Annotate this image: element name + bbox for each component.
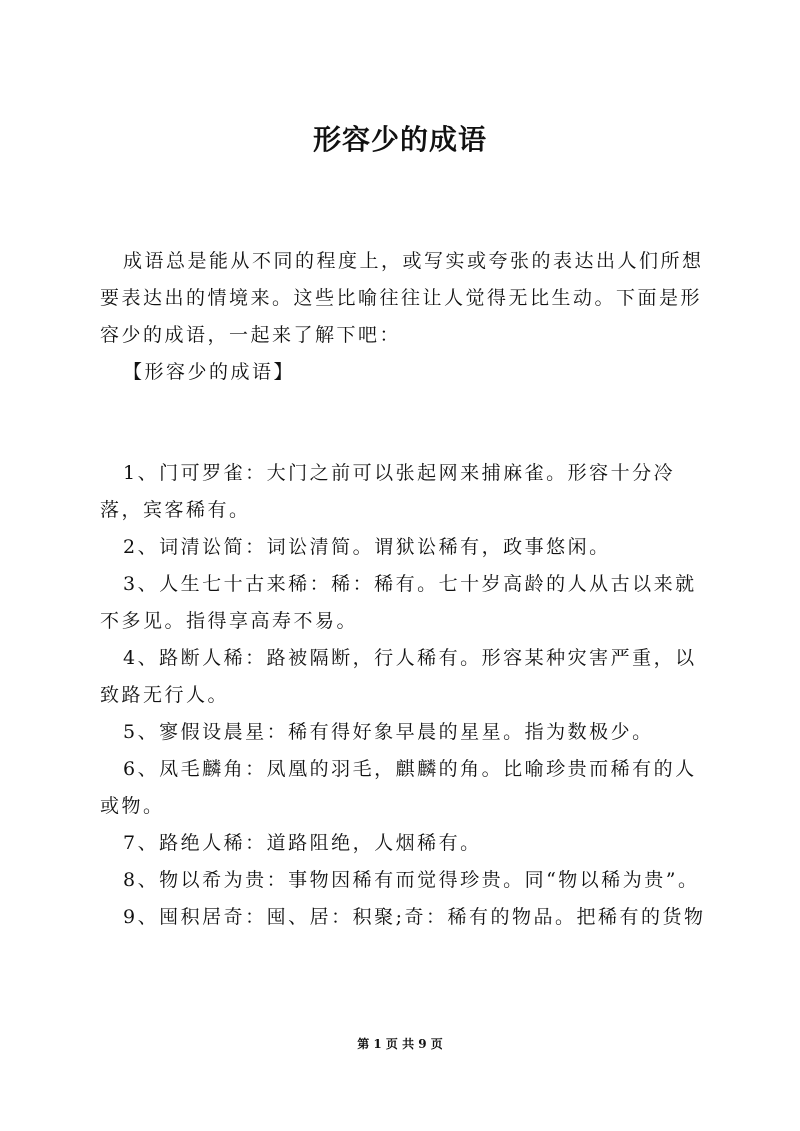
list-item: 6、凤毛麟角：凤凰的羽毛，麒麟的角。比喻珍贵而稀有的人或物。 bbox=[100, 758, 697, 817]
page-footer: 第 1 页 共 9 页 bbox=[357, 1037, 443, 1051]
list-item: 8、物以希为贵：事物因稀有而觉得珍贵。同“物以稀为贵”。 bbox=[123, 869, 700, 891]
page-title: 形容少的成语 bbox=[312, 123, 487, 156]
list-item: 7、路绝人稀：道路阻绝，人烟稀有。 bbox=[123, 832, 482, 854]
list-item: 5、寥假设晨星：稀有得好象早晨的星星。指为数极少。 bbox=[123, 721, 654, 743]
intro-section bbox=[100, 243, 710, 391]
list-item: 2、词清讼简：词讼清简。谓狱讼稀有，政事悠闲。 bbox=[123, 536, 611, 558]
list-item: 9、囤积居奇：囤、居：积聚;奇：稀有的物品。把稀有的货物 bbox=[123, 906, 706, 928]
intro-paragraph: 成语总是能从不同的程度上，或写实或夸张的表达出人们所想要表达出的情境来。这些比喻往往让人觉得无比生动。下面是形容少的成语，一起来了解下吧： bbox=[100, 250, 704, 346]
list-item: 3、人生七十古来稀：稀：稀有。七十岁高龄的人从古以来就不多见。指得享高寿不易。 bbox=[100, 573, 697, 632]
list-item: 1、门可罗雀：大门之前可以张起网来捕麻雀。形容十分冷落，宾客稀有。 bbox=[100, 462, 676, 521]
list-item: 4、路断人稀：路被隔断，行人稀有。形容某种灾害严重，以致路无行人。 bbox=[100, 647, 697, 706]
section-heading: 【形容少的成语】 bbox=[123, 361, 296, 383]
idiom-list bbox=[100, 455, 710, 936]
